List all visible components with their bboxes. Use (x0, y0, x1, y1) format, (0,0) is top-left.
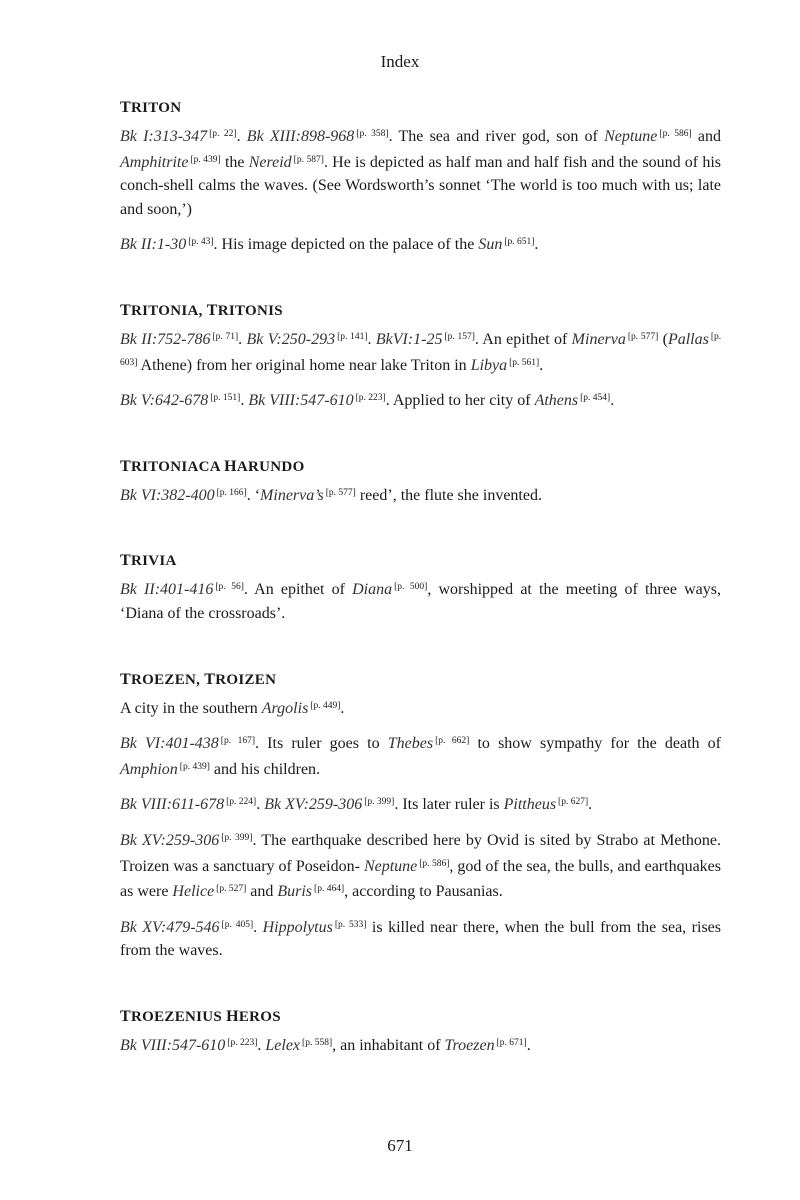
page-ref-link[interactable]: [p. 43] (188, 237, 214, 248)
page-ref-link[interactable]: [p. 157] (444, 331, 475, 342)
index-entry (120, 301, 721, 413)
body-text: . His image depicted on the palace of the (213, 236, 479, 254)
body-text: to show sympathy for the death of (469, 735, 722, 753)
page-ref-link[interactable]: [p. 439] (179, 761, 210, 772)
body-text: . He is depicted as half man and half fish and the sound of his conch-shell calms the waves. (See Wordsworth’s sonnet ‘The world is too much with us; late and soon,’) (120, 153, 722, 218)
page-ref-link[interactable]: [p. 527] (216, 884, 247, 895)
body-text: . (238, 330, 247, 348)
entry-paragraph (120, 387, 721, 413)
italic-reference[interactable]: Bk II:752-786 (120, 330, 211, 348)
body-text: is killed near there, when the bull from the sea, rises from the waves. (120, 918, 722, 960)
entry-paragraph (120, 326, 721, 377)
index-entry (120, 1007, 721, 1058)
page-ref-link[interactable]: [p. 558] (302, 1037, 333, 1048)
body-text: , according to Pausanias. (344, 883, 503, 901)
body-text: , an inhabitant of (332, 1036, 445, 1054)
page-ref-link[interactable]: [p. 166] (216, 487, 247, 498)
page-ref-link[interactable]: [p. 627] (558, 797, 589, 808)
body-text: , god of the sea, the bulls, and earthquakes as were (120, 857, 722, 901)
body-text: . Its ruler goes to (255, 735, 388, 753)
page-ref-link[interactable]: [p. 587] (293, 154, 324, 165)
page-ref-link[interactable]: [p. 577] (325, 487, 356, 498)
body-text: . ‘ (246, 486, 261, 504)
italic-reference[interactable]: Bk VIII:611-678 (120, 796, 225, 814)
italic-reference[interactable]: Minerva (571, 330, 626, 348)
page-ref-link[interactable]: [p. 671] (496, 1037, 527, 1048)
italic-reference[interactable]: Bk XV:259-306 (264, 796, 363, 814)
entry-paragraph (120, 730, 721, 781)
page-ref-link[interactable]: [p. 561] (509, 357, 540, 368)
page-ref-link[interactable]: [p. 586] (419, 858, 450, 869)
index-entries (120, 98, 721, 1101)
page-ref-link[interactable]: [p. 399] (364, 797, 395, 808)
entry-paragraph (120, 1032, 721, 1058)
page-ref-link[interactable]: [p. 533] (334, 919, 367, 930)
italic-reference[interactable]: Libya (470, 356, 508, 374)
italic-reference[interactable]: Bk VI:401-438 (120, 735, 219, 753)
entry-paragraph (120, 231, 721, 257)
body-text: . (340, 699, 345, 717)
italic-reference[interactable]: Amphion (120, 760, 178, 778)
entry-paragraph (120, 482, 721, 508)
italic-reference[interactable]: Bk II:1-30 (120, 236, 187, 254)
italic-reference[interactable]: Athens (534, 392, 579, 410)
page-number: 671 (387, 1136, 413, 1155)
page-ref-link[interactable]: [p. 223] (355, 393, 386, 404)
page-ref-link[interactable]: [p. 399] (221, 832, 253, 843)
italic-reference[interactable]: Argolis (261, 699, 309, 717)
body-text: . An epithet of (474, 330, 572, 348)
body-text: the (220, 153, 249, 171)
italic-reference[interactable]: Pittheus (503, 796, 557, 814)
entry-paragraph (120, 791, 721, 817)
body-text: Athene) from her original home near lake Triton in (137, 356, 471, 374)
page-ref-link[interactable]: [p. 151] (210, 393, 241, 404)
body-text: A city in the southern (120, 699, 262, 717)
page-ref-link[interactable]: [p. 405] (221, 919, 254, 930)
italic-reference[interactable]: Bk VI:382-400 (120, 486, 215, 504)
body-text: . (256, 796, 265, 814)
page-ref-link[interactable]: [p. 167] (220, 736, 256, 747)
entry-headword: TRIVIA (120, 552, 177, 570)
entry-headword: TRITONIACA HARUNDO (120, 457, 305, 475)
italic-reference[interactable]: Bk VIII:547-610 (248, 392, 354, 410)
body-text: . (253, 918, 263, 936)
italic-reference[interactable]: Hippolytus (262, 918, 333, 936)
body-text: . Its later ruler is (394, 796, 504, 814)
italic-reference[interactable]: Nereid (248, 153, 292, 171)
entry-headword: TRITONIA, TRITONIS (120, 301, 283, 319)
body-text: . The sea and river god, son of (388, 128, 605, 145)
running-header: Index (380, 52, 420, 71)
entry-paragraph (120, 576, 721, 625)
body-text: . (526, 1036, 531, 1054)
page-ref-link[interactable]: [p. 141] (337, 331, 368, 342)
entry-paragraph (120, 695, 721, 721)
page-ref-link[interactable]: [p. 577] (627, 331, 659, 342)
body-text: . The earthquake described here by Ovid is sited by Strabo at Methone. Troizen was a sanctuary of Poseidon- (120, 831, 721, 875)
index-entry (120, 551, 721, 625)
body-text: and (691, 128, 721, 145)
body-text: . An epithet of (243, 581, 353, 599)
body-text: reed’, the flute she invented. (355, 486, 542, 504)
italic-reference[interactable]: Diana (352, 581, 393, 599)
page-ref-link[interactable]: [p. 500] (394, 582, 428, 593)
page-ref-link[interactable]: [p. 358] (356, 129, 389, 139)
page-ref-link[interactable]: [p. 224] (226, 797, 257, 808)
italic-reference[interactable]: Lelex (265, 1036, 301, 1054)
page-ref-link[interactable]: [p. 223] (227, 1037, 258, 1048)
page-ref-link[interactable]: [p. 651] (504, 237, 535, 248)
page-ref-link[interactable]: [p. 454] (580, 393, 611, 404)
index-entry (120, 457, 721, 508)
italic-reference[interactable]: Amphitrite (120, 153, 189, 171)
body-text: . (610, 392, 615, 410)
page-ref-link[interactable]: [p. 464] (314, 884, 345, 895)
italic-reference[interactable]: Minerva’s (260, 486, 324, 504)
italic-reference[interactable]: Sun (478, 236, 503, 254)
page-ref-link[interactable]: [p. 71] (212, 331, 239, 342)
body-text: and (246, 883, 278, 901)
body-text: and his children. (209, 760, 321, 778)
body-text: . Applied to her city of (385, 392, 535, 410)
body-text: . (367, 330, 376, 348)
body-text: . (588, 796, 593, 814)
page-ref-link[interactable]: [p. 449] (310, 700, 341, 711)
italic-reference[interactable]: Bk I:313-347 (120, 128, 208, 145)
body-text: , worshipped at the meeting of three ways, ‘Diana of the crossroads’. (120, 581, 721, 622)
italic-reference[interactable]: Bk XIII:898-968 (246, 128, 355, 145)
page-ref-link[interactable]: [p. 662] (435, 736, 470, 747)
page-ref-link[interactable]: [p. 56] (215, 582, 244, 593)
entry-headword: TRITON (120, 99, 182, 116)
italic-reference[interactable]: Bk V:642-678 (120, 392, 209, 410)
italic-reference[interactable]: Buris (277, 883, 313, 901)
page-ref-link[interactable]: [p. 22] (209, 129, 237, 139)
italic-reference[interactable]: Bk II:401-416 (120, 581, 214, 599)
index-entry (120, 670, 721, 963)
italic-reference[interactable]: BkVI:1-25 (375, 330, 443, 348)
page-ref-link[interactable]: [p. 586] (659, 129, 692, 139)
italic-reference[interactable]: Bk XV:479-546 (120, 918, 220, 936)
body-text: ( (658, 330, 668, 348)
body-text: . (257, 1036, 266, 1054)
italic-reference[interactable]: Bk XV:259-306 (120, 831, 220, 849)
page-ref-link[interactable]: [p. 603] (120, 331, 722, 368)
entry-paragraph (120, 914, 721, 963)
entry-paragraph (120, 827, 721, 904)
italic-reference[interactable]: Neptune (604, 128, 658, 145)
page-ref-link[interactable]: [p. 439] (190, 154, 221, 165)
italic-reference[interactable]: Helice (172, 883, 215, 901)
body-text: . (534, 236, 539, 254)
body-text: . (236, 128, 247, 145)
italic-reference[interactable]: Bk VIII:547-610 (120, 1036, 226, 1054)
italic-reference[interactable]: Thebes (387, 735, 434, 753)
entry-headword: TROEZENIUS HEROS (120, 1007, 281, 1025)
body-text: . (539, 356, 544, 374)
italic-reference[interactable]: Pallas (667, 330, 709, 348)
entry-headword: TROEZEN, TROIZEN (120, 670, 277, 688)
entry-paragraph (120, 123, 721, 221)
italic-reference[interactable]: Bk V:250-293 (246, 330, 336, 348)
italic-reference[interactable]: Troezen (444, 1036, 495, 1054)
italic-reference[interactable]: Neptune (363, 857, 418, 875)
body-text: . (240, 392, 249, 410)
index-entry (120, 98, 721, 257)
